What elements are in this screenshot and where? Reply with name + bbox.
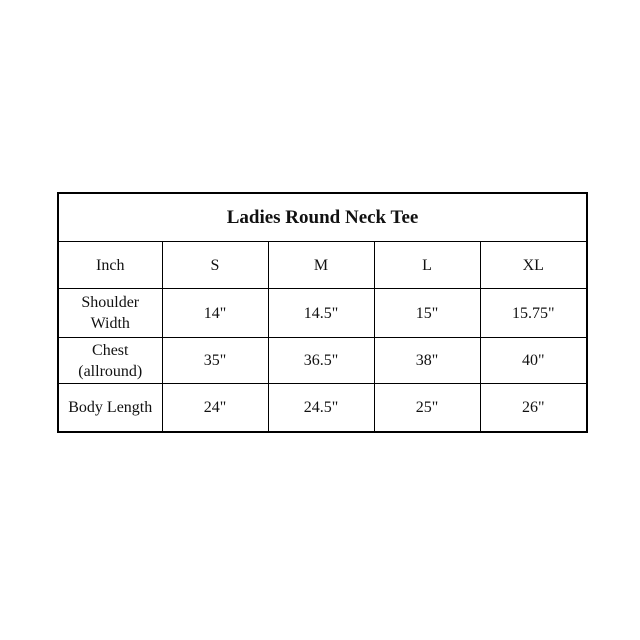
table-cell: 40" xyxy=(480,338,587,384)
row-label-body-length xyxy=(58,384,162,433)
table-cell: 24.5" xyxy=(268,384,374,433)
header-cell-unit: Inch xyxy=(58,242,162,289)
header-row xyxy=(58,242,587,289)
table-title: Ladies Round Neck Tee xyxy=(58,193,587,242)
row-label-line: Chest xyxy=(92,341,129,359)
table-cell: 15" xyxy=(374,289,480,338)
header-cell-size-xl: XL xyxy=(480,242,587,289)
table-cell: 24" xyxy=(162,384,268,433)
row-label-shoulder-width xyxy=(58,289,162,338)
table-row-body-length xyxy=(58,384,587,433)
header-cell-size-m: M xyxy=(268,242,374,289)
table-cell: 14" xyxy=(162,289,268,338)
header-cell-size-s: S xyxy=(162,242,268,289)
table-cell: 35" xyxy=(162,338,268,384)
size-chart-table xyxy=(57,192,588,433)
table-cell: 26" xyxy=(480,384,587,433)
row-label-line: Width xyxy=(90,315,130,332)
row-label-line: Body Length xyxy=(68,399,153,416)
table-cell: 38" xyxy=(374,338,480,384)
table-row-chest xyxy=(58,338,587,384)
table-row-shoulder-width xyxy=(58,289,587,338)
table-cell: 15.75" xyxy=(480,289,587,338)
row-label-line: Shoulder xyxy=(81,294,140,311)
row-label-line: (allround) xyxy=(78,362,143,380)
table-cell: 14.5" xyxy=(268,289,374,338)
row-label-chest xyxy=(58,338,162,384)
table-cell: 36.5" xyxy=(268,338,374,384)
header-cell-size-l: L xyxy=(374,242,480,289)
table-cell: 25" xyxy=(374,384,480,433)
title-row xyxy=(58,193,587,242)
